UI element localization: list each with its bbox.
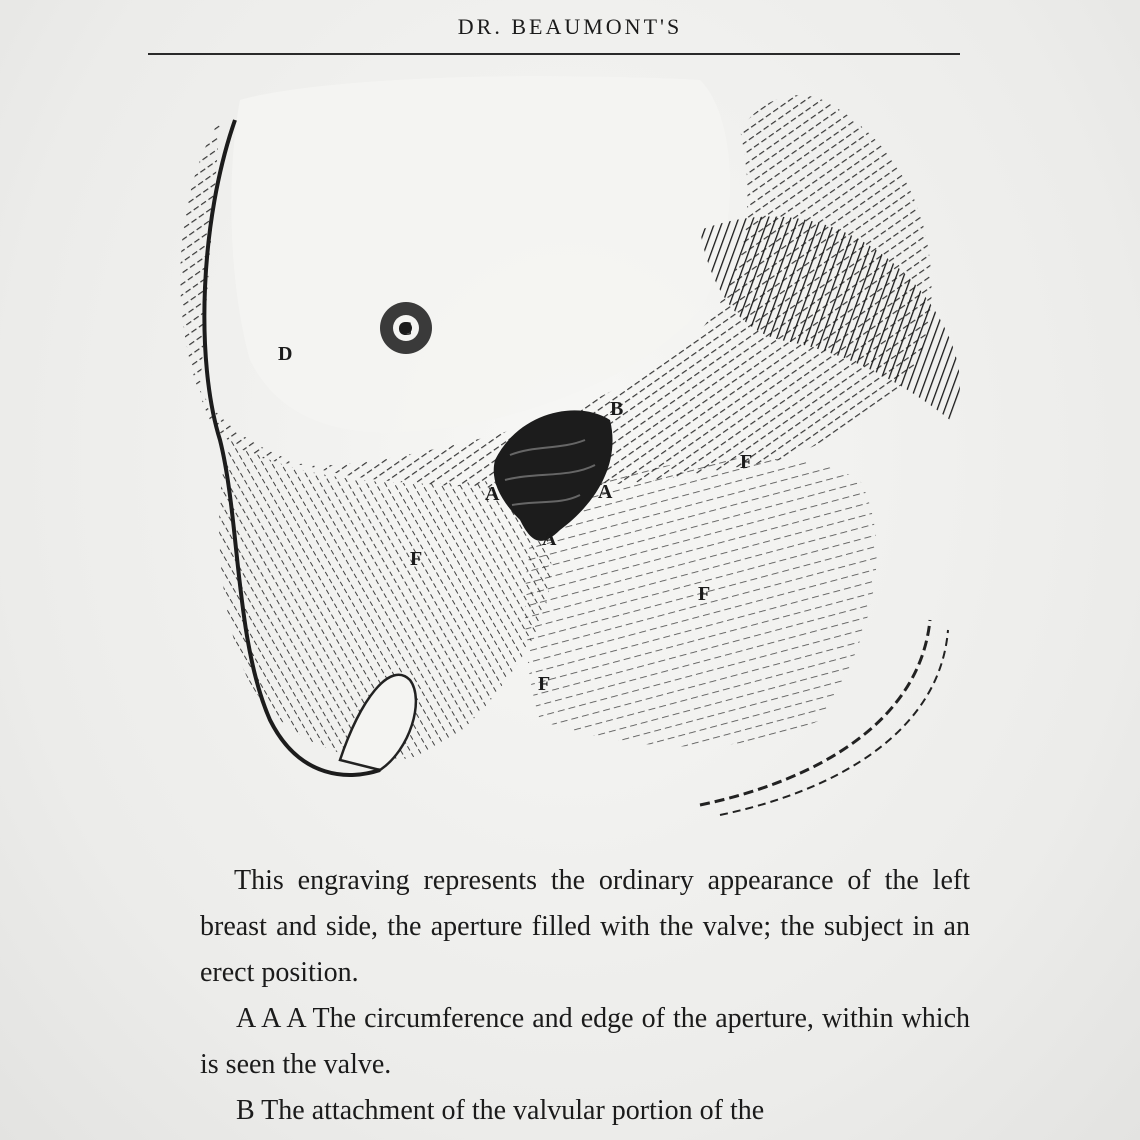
engraving-illustration [140,60,980,830]
caption-text [200,858,970,1134]
label-a-left: A [485,483,500,505]
label-d: D [278,343,293,365]
label-b: B [610,398,624,420]
caption-paragraph-2: A A A The circumference and edge of the aperture, within which is seen the valve. [200,1003,970,1080]
label-f-bottom: F [538,673,551,695]
running-head: DR. BEAUMONT'S [457,14,683,39]
label-a-right: A [598,481,613,503]
label-f-left: F [410,548,423,570]
label-c: C [398,318,413,340]
label-f-upper-right: F [740,451,753,473]
header-rule [148,53,960,55]
caption-paragraph-1: This engraving represents the ordinary appearance of the left breast and side, the aperture filled with the valve; the subject in an erect position. [200,865,970,988]
label-a-bottom: A [542,528,557,550]
caption-paragraph-3: B The attachment of the valvular portion of the [236,1095,765,1126]
label-f-right: F [698,583,711,605]
